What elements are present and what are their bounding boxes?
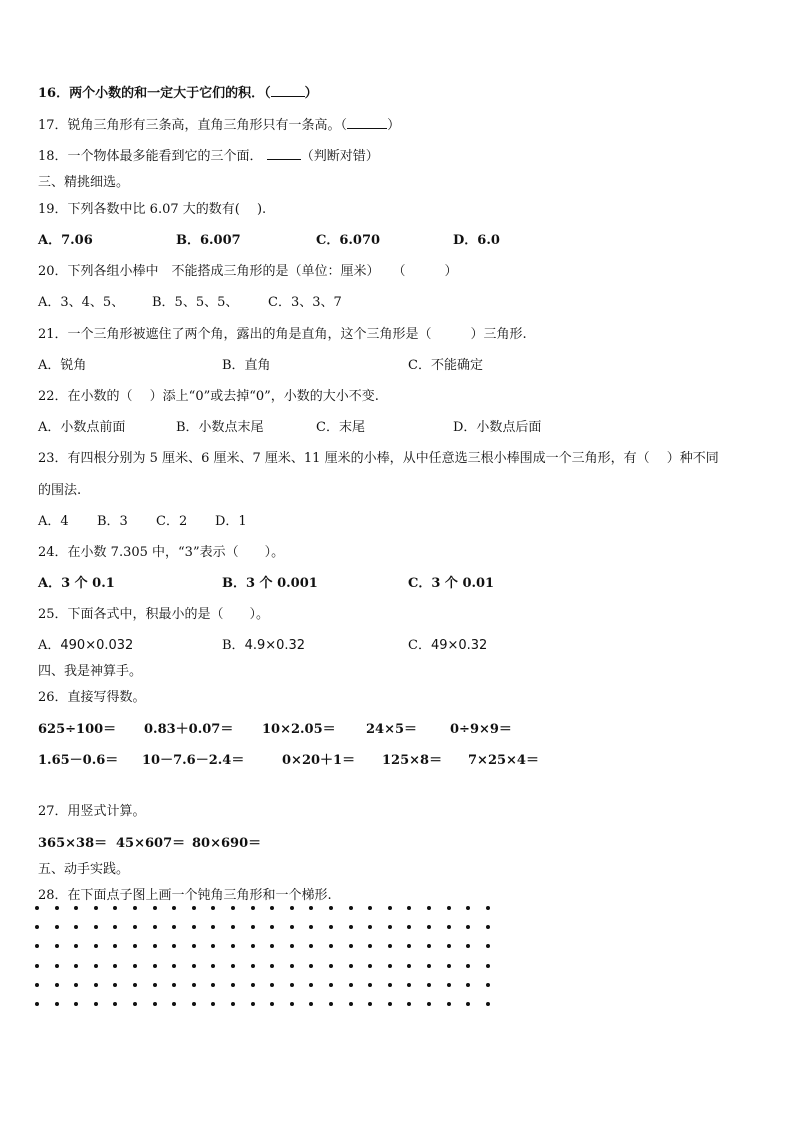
option-d[interactable]: D．6.0	[453, 233, 500, 248]
grid-dot	[388, 925, 392, 929]
grid-dot	[172, 906, 176, 910]
answer-blank[interactable]	[271, 96, 305, 97]
grid-dot	[466, 1002, 470, 1006]
grid-dot	[133, 983, 137, 987]
grid-dot	[407, 964, 411, 968]
grid-dot	[427, 983, 431, 987]
grid-dot	[211, 1002, 215, 1006]
option-d[interactable]: D．小数点后面	[453, 420, 542, 435]
question-text-end: ）	[387, 118, 401, 133]
grid-dot	[55, 906, 59, 910]
grid-dot	[309, 944, 313, 948]
grid-dot	[368, 906, 372, 910]
calc-item: 625÷100＝	[38, 722, 117, 737]
option-expression: 490×0.032	[60, 638, 134, 653]
grid-dot	[172, 925, 176, 929]
grid-dot	[486, 944, 490, 948]
grid-dot	[290, 925, 294, 929]
question-28	[38, 884, 332, 903]
grid-dot	[55, 925, 59, 929]
grid-dot	[133, 1002, 137, 1006]
grid-dot	[466, 983, 470, 987]
grid-dot	[153, 944, 157, 948]
question-number: 28．	[38, 888, 68, 903]
option-b[interactable]: B．小数点末尾	[176, 420, 264, 435]
option-expression: 4.9×0.32	[244, 638, 306, 653]
grid-dot	[192, 1002, 196, 1006]
question-text: 一个三角形被遮住了两个角，露出的角是直角，这个三角形是（ ）三角形.	[67, 327, 527, 342]
question-text: 有四根分别为 5 厘米、6 厘米、7 厘米、11 厘米的小棒，从中任意选三根小棒围成一个三角形，有（ ）种不同	[67, 451, 719, 466]
grid-dot	[407, 944, 411, 948]
grid-dot	[349, 983, 353, 987]
option-label: C．	[408, 638, 431, 653]
question-number: 16．	[38, 86, 70, 101]
grid-dot	[466, 944, 470, 948]
grid-dot	[270, 944, 274, 948]
calc-item: 10×2.05＝	[262, 722, 336, 737]
option-c[interactable]: C．6.070	[316, 233, 381, 248]
grid-dot	[407, 1002, 411, 1006]
question-number: 22．	[38, 389, 68, 404]
grid-dot	[231, 925, 235, 929]
grid-dot	[270, 906, 274, 910]
question-23	[38, 447, 719, 466]
question-text: 锐角三角形有三条高，直角三角形只有一条高。（	[67, 118, 348, 133]
grid-dot	[74, 944, 78, 948]
option-c[interactable]: C．3 个 0.01	[408, 576, 495, 591]
option-a[interactable]: A．3、4、5、	[38, 295, 125, 310]
calc-item: 0÷9×9＝	[450, 722, 512, 737]
question-20	[38, 260, 458, 279]
option-b[interactable]: B．5、5、5、	[152, 295, 239, 310]
grid-dot	[133, 906, 137, 910]
grid-dot	[231, 964, 235, 968]
question-number: 24．	[38, 545, 68, 560]
question-text-end: ）	[304, 86, 318, 101]
grid-dot	[388, 944, 392, 948]
question-number: 25．	[38, 607, 68, 622]
question-24	[38, 541, 284, 560]
question-26	[38, 686, 146, 705]
question-18	[38, 145, 379, 164]
grid-dot	[368, 983, 372, 987]
question-19	[38, 198, 266, 217]
calc-item: 125×8＝	[382, 753, 443, 768]
grid-dot	[270, 1002, 274, 1006]
grid-dot	[211, 944, 215, 948]
grid-dot	[466, 964, 470, 968]
option-c[interactable]: C．2	[156, 514, 188, 529]
grid-dot	[368, 1002, 372, 1006]
grid-dot	[55, 1002, 59, 1006]
question-25	[38, 603, 269, 622]
grid-dot	[55, 944, 59, 948]
grid-dot	[290, 944, 294, 948]
grid-dot	[427, 925, 431, 929]
grid-dot	[133, 944, 137, 948]
question-number: 20．	[38, 264, 68, 279]
grid-dot	[447, 983, 451, 987]
grid-dot	[368, 944, 372, 948]
question-text: 用竖式计算。	[67, 804, 146, 819]
grid-dot	[368, 925, 372, 929]
question-23-continuation: 的围法.	[38, 483, 82, 498]
grid-dot	[427, 1002, 431, 1006]
option-a[interactable]: A．3 个 0.1	[38, 576, 115, 591]
grid-dot	[270, 983, 274, 987]
grid-dot	[192, 906, 196, 910]
grid-dot	[388, 983, 392, 987]
grid-dot	[211, 964, 215, 968]
grid-dot	[290, 906, 294, 910]
grid-dot	[486, 983, 490, 987]
grid-dot	[35, 1002, 39, 1006]
grid-dot	[309, 925, 313, 929]
grid-dot	[35, 906, 39, 910]
option-a[interactable]: A．7.06	[38, 233, 93, 248]
option-c[interactable]	[408, 634, 487, 653]
option-expression: 49×0.32	[430, 638, 488, 653]
grid-dot	[447, 1002, 451, 1006]
calc-item: 1.65－0.6＝	[38, 753, 119, 768]
grid-dot	[427, 906, 431, 910]
grid-dot	[211, 925, 215, 929]
grid-dot	[309, 1002, 313, 1006]
grid-dot	[211, 983, 215, 987]
question-number: 23．	[38, 451, 68, 466]
grid-dot	[35, 925, 39, 929]
grid-dot	[172, 944, 176, 948]
question-17	[38, 114, 400, 133]
grid-dot	[329, 925, 333, 929]
question-text: 在小数 7.305 中，“3”表示（ ）。	[67, 545, 285, 560]
grid-dot	[55, 964, 59, 968]
grid-dot	[94, 1002, 98, 1006]
grid-dot	[427, 964, 431, 968]
option-b[interactable]: B．3 个 0.001	[222, 576, 318, 591]
question-21	[38, 323, 527, 342]
section-3-heading: 三、精挑细选。	[38, 175, 130, 190]
question-27	[38, 800, 146, 819]
option-c[interactable]: C．末尾	[316, 420, 365, 435]
grid-dot	[113, 964, 117, 968]
grid-dot	[211, 906, 215, 910]
grid-dot	[309, 906, 313, 910]
grid-dot	[270, 925, 274, 929]
grid-dot	[466, 906, 470, 910]
grid-dot	[251, 944, 255, 948]
question-number: 19．	[38, 202, 68, 217]
grid-dot	[251, 964, 255, 968]
question-text: 下面各式中，积最小的是（ ）。	[67, 607, 270, 622]
grid-dot	[94, 983, 98, 987]
question-text: 在下面点子图上画一个钝角三角形和一个梯形.	[67, 888, 332, 903]
question-number: 21．	[38, 327, 68, 342]
question-text: 在小数的（ ）添上“0”或去掉“0”，小数的大小不变.	[67, 389, 379, 404]
option-b[interactable]: B．直角	[222, 358, 271, 373]
option-label: A．	[38, 638, 61, 653]
option-b[interactable]	[222, 634, 305, 653]
grid-dot	[35, 964, 39, 968]
question-number: 18．	[38, 149, 68, 164]
answer-blank[interactable]	[267, 159, 301, 160]
grid-dot	[172, 983, 176, 987]
grid-dot	[251, 983, 255, 987]
grid-dot	[113, 944, 117, 948]
grid-dot	[349, 906, 353, 910]
grid-dot	[447, 906, 451, 910]
grid-dot	[153, 906, 157, 910]
grid-dot	[309, 964, 313, 968]
question-number: 27．	[38, 804, 68, 819]
grid-dot	[133, 964, 137, 968]
grid-dot	[74, 925, 78, 929]
grid-dot	[349, 944, 353, 948]
calc-item: 80×690＝	[192, 836, 262, 851]
grid-dot	[388, 1002, 392, 1006]
grid-dot	[368, 964, 372, 968]
question-22	[38, 385, 379, 404]
question-text: 两个小数的和一定大于它们的积．（	[69, 86, 271, 101]
grid-dot	[388, 906, 392, 910]
grid-dot	[329, 983, 333, 987]
calc-item: 365×38＝	[38, 836, 108, 851]
grid-dot	[349, 964, 353, 968]
grid-dot	[74, 906, 78, 910]
option-c[interactable]: C．3、3、7	[268, 295, 342, 310]
question-text: 下列各组小棒中 不能搭成三角形的是（单位：厘米） （ ）	[67, 264, 458, 279]
grid-dot	[466, 925, 470, 929]
grid-dot	[290, 983, 294, 987]
question-number: 26．	[38, 690, 68, 705]
grid-dot	[349, 1002, 353, 1006]
grid-dot	[94, 964, 98, 968]
option-b[interactable]: B．3	[97, 514, 128, 529]
question-text-end: （判断对错）	[300, 149, 379, 164]
question-text: 一个物体最多能看到它的三个面．	[67, 149, 263, 164]
grid-dot	[486, 964, 490, 968]
grid-dot	[94, 906, 98, 910]
option-c[interactable]: C．不能确定	[408, 358, 483, 373]
grid-dot	[486, 1002, 490, 1006]
option-a[interactable]: A．小数点前面	[38, 420, 126, 435]
grid-dot	[447, 925, 451, 929]
calc-item: 45×607＝	[116, 836, 186, 851]
grid-dot	[74, 983, 78, 987]
grid-dot	[153, 983, 157, 987]
section-5-heading: 五、动手实践。	[38, 862, 130, 877]
grid-dot	[94, 925, 98, 929]
grid-dot	[388, 964, 392, 968]
grid-dot	[447, 944, 451, 948]
grid-dot	[231, 906, 235, 910]
option-b[interactable]: B．6.007	[176, 233, 241, 248]
grid-dot	[486, 925, 490, 929]
grid-dot	[231, 983, 235, 987]
grid-dot	[231, 1002, 235, 1006]
grid-dot	[329, 1002, 333, 1006]
grid-dot	[427, 944, 431, 948]
calc-item: 0.83＋0.07＝	[144, 722, 234, 737]
question-text: 直接写得数。	[67, 690, 146, 705]
grid-dot	[133, 925, 137, 929]
answer-blank[interactable]	[347, 128, 387, 129]
grid-dot	[192, 925, 196, 929]
grid-dot	[329, 944, 333, 948]
question-text: 下列各数中比 6.07 大的数有( ).	[67, 202, 267, 217]
grid-dot	[94, 944, 98, 948]
grid-dot	[172, 1002, 176, 1006]
option-a[interactable]	[38, 634, 133, 653]
grid-dot	[55, 983, 59, 987]
grid-dot	[407, 983, 411, 987]
calc-item: 10－7.6－2.4＝	[142, 753, 245, 768]
grid-dot	[35, 983, 39, 987]
grid-dot	[329, 964, 333, 968]
option-a[interactable]: A．锐角	[38, 358, 87, 373]
calc-item: 7×25×4＝	[468, 753, 539, 768]
grid-dot	[329, 906, 333, 910]
question-number: 17．	[38, 118, 68, 133]
grid-dot	[231, 944, 235, 948]
grid-dot	[192, 944, 196, 948]
grid-dot	[192, 964, 196, 968]
calc-item: 0×20＋1＝	[282, 753, 356, 768]
grid-dot	[153, 925, 157, 929]
section-4-heading: 四、我是神算手。	[38, 664, 143, 679]
grid-dot	[172, 964, 176, 968]
grid-dot	[290, 964, 294, 968]
grid-dot	[74, 1002, 78, 1006]
question-16	[38, 82, 318, 101]
grid-dot	[486, 906, 490, 910]
grid-dot	[447, 964, 451, 968]
grid-dot	[192, 983, 196, 987]
option-label: B．	[222, 638, 245, 653]
grid-dot	[35, 944, 39, 948]
grid-dot	[309, 983, 313, 987]
grid-dot	[113, 906, 117, 910]
grid-dot	[74, 964, 78, 968]
grid-dot	[153, 1002, 157, 1006]
grid-dot	[251, 906, 255, 910]
grid-dot	[407, 925, 411, 929]
option-a[interactable]: A．4	[38, 514, 69, 529]
grid-dot	[407, 906, 411, 910]
grid-dot	[113, 925, 117, 929]
calc-item: 24×5＝	[366, 722, 418, 737]
grid-dot	[270, 964, 274, 968]
grid-dot	[113, 983, 117, 987]
grid-dot	[290, 1002, 294, 1006]
grid-dot	[251, 925, 255, 929]
grid-dot	[349, 925, 353, 929]
grid-dot	[113, 1002, 117, 1006]
grid-dot	[251, 1002, 255, 1006]
option-d[interactable]: D．1	[215, 514, 247, 529]
grid-dot	[153, 964, 157, 968]
